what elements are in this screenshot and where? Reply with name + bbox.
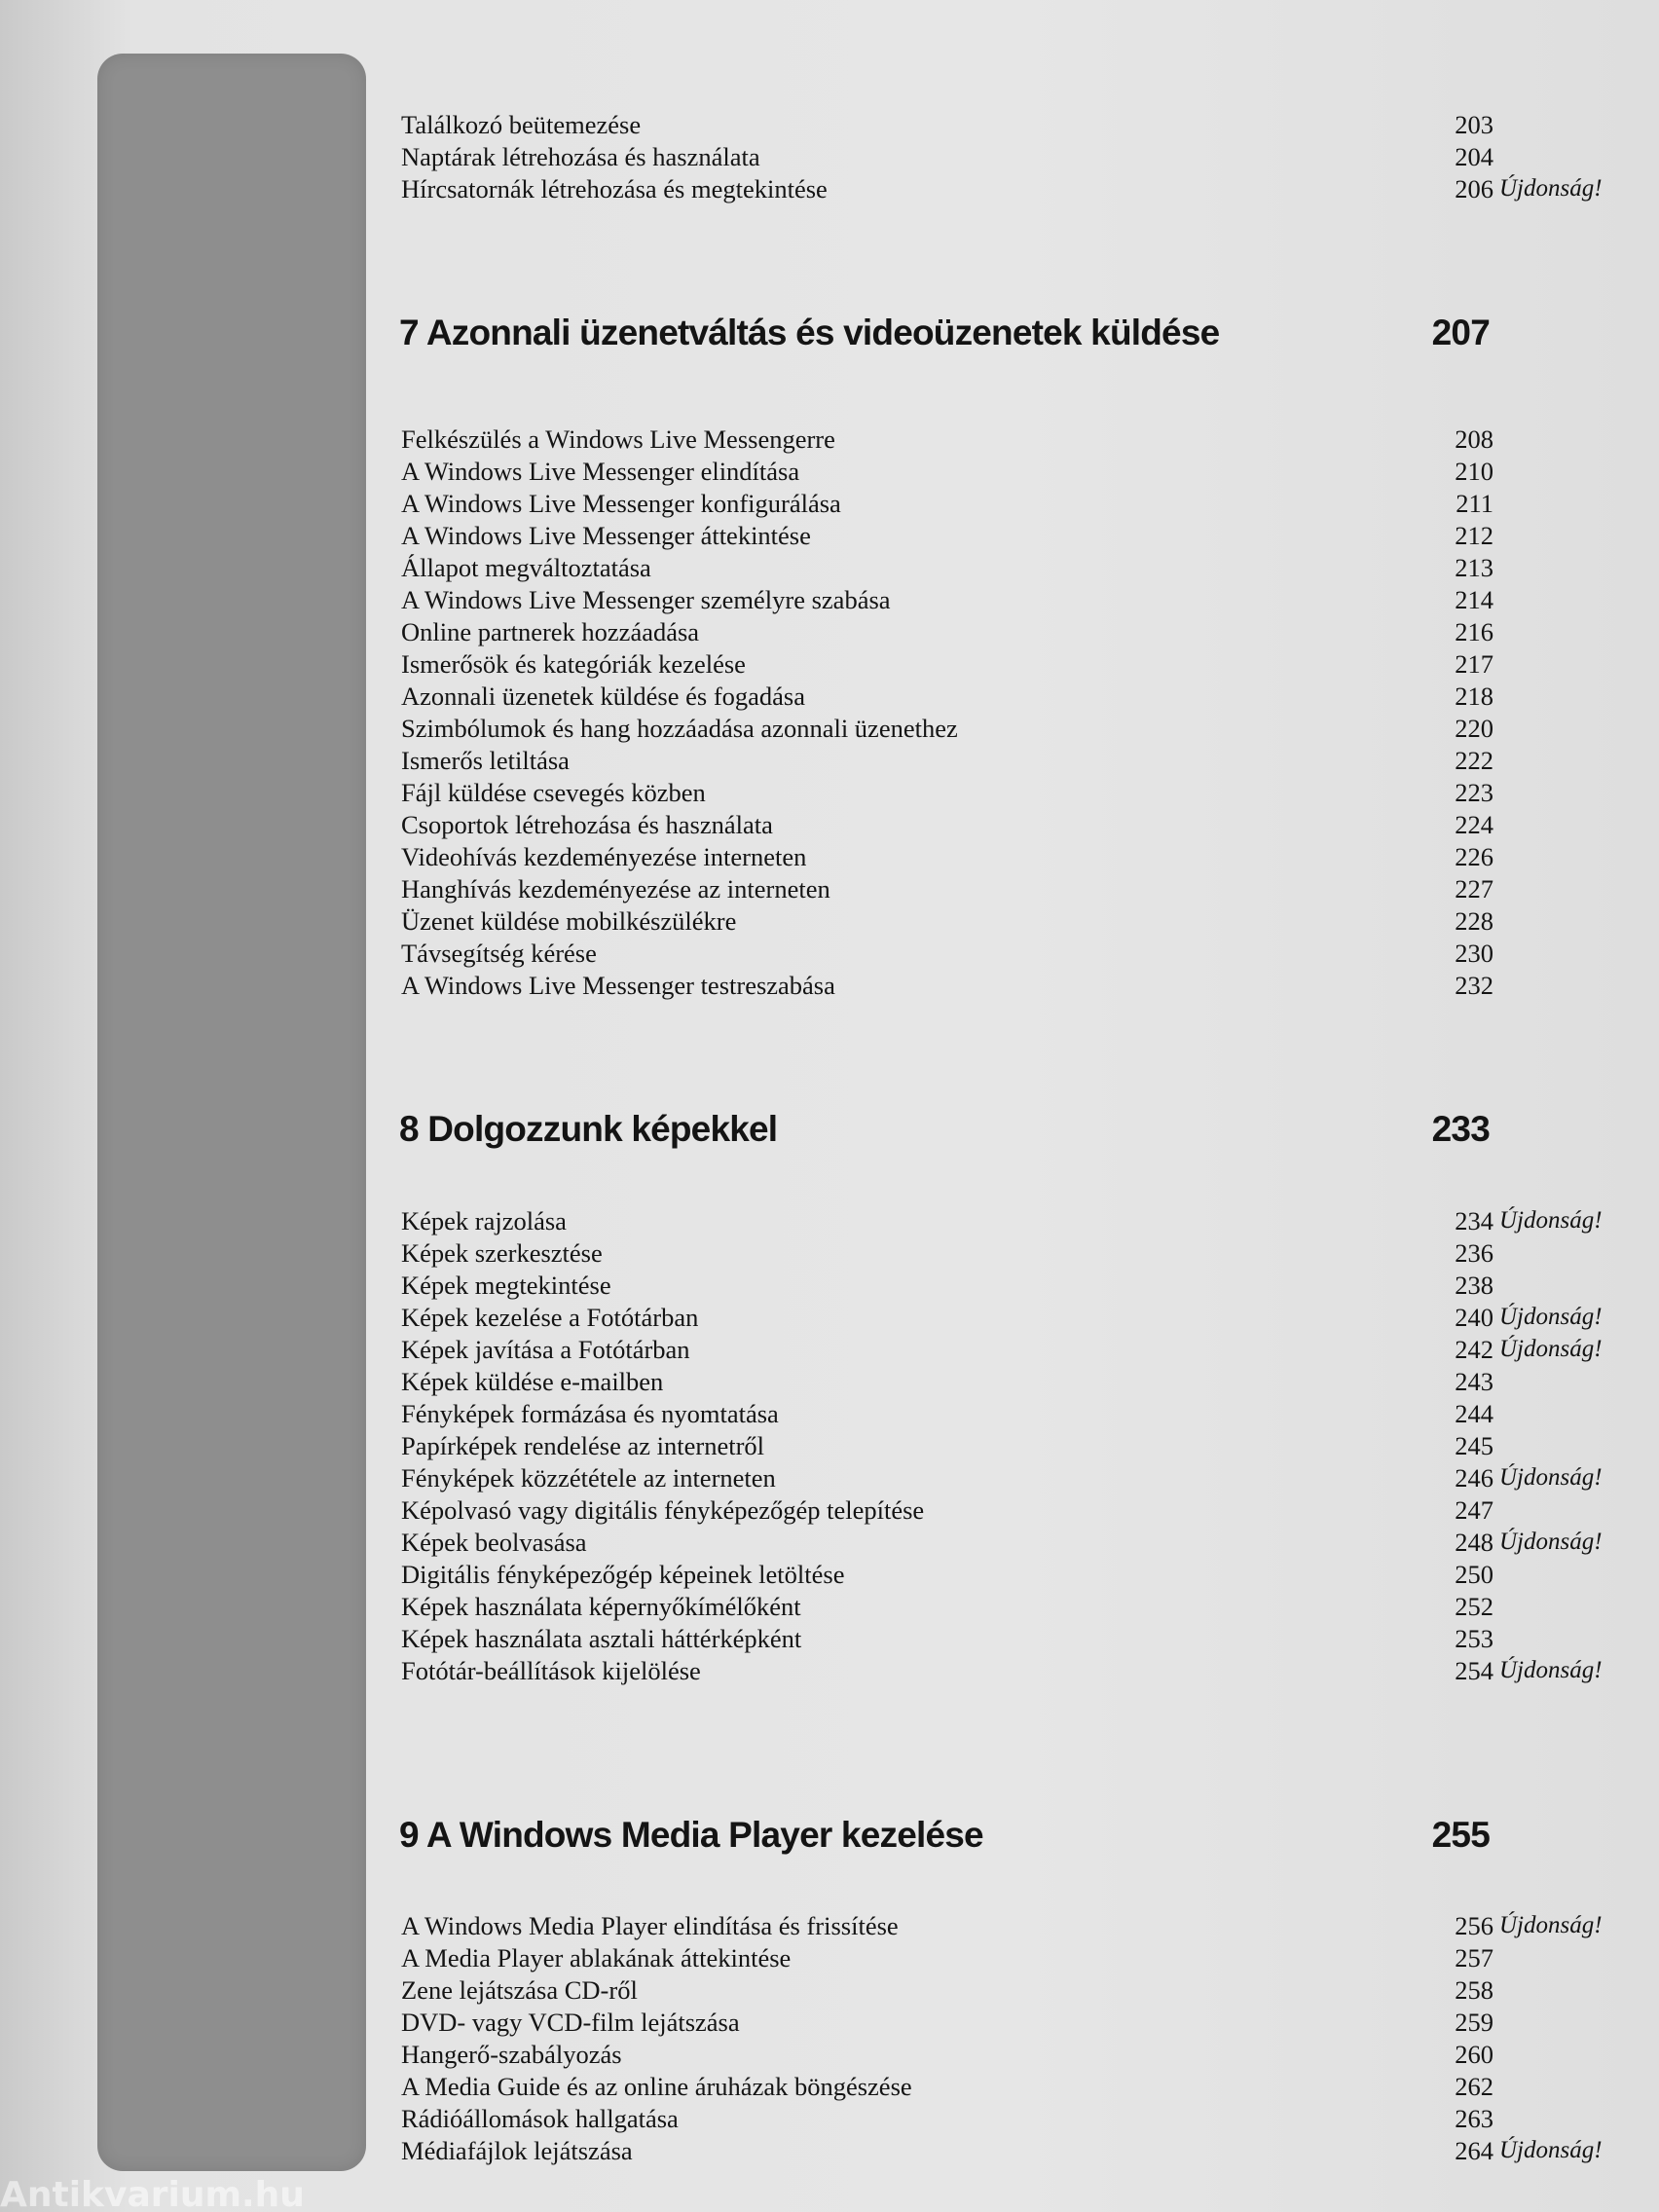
- entry-page-number: 245: [1455, 1431, 1493, 1460]
- entry-title: Képek szerkesztése: [401, 1238, 603, 1268]
- entry-title: Fényképek formázása és nyomtatása: [401, 1399, 779, 1428]
- chapter-title: 8 Dolgozzunk képekkel: [399, 1109, 778, 1149]
- entry-title: Ismerős letiltása: [401, 746, 570, 775]
- entry-page-number: 214: [1455, 585, 1493, 614]
- entry-title: Állapot megváltoztatása: [401, 553, 651, 582]
- entry-title: Videohívás kezdeményezése interneten: [401, 842, 807, 871]
- entry-title: Üzenet küldése mobilkészülékre: [401, 906, 737, 936]
- entry-page-number: 248: [1455, 1528, 1493, 1557]
- chapter-heading[interactable]: [399, 1811, 1490, 1860]
- new-feature-badge: Újdonság!: [1499, 1657, 1603, 1683]
- entry-page-number: 212: [1455, 521, 1493, 550]
- toc-entry[interactable]: [401, 109, 1608, 140]
- entry-title: Képolvasó vagy digitális fényképezőgép telepítése: [401, 1495, 925, 1525]
- entry-page-number: 217: [1455, 649, 1493, 679]
- entry-page-number: 236: [1455, 1238, 1493, 1268]
- toc-entry[interactable]: [401, 1559, 1608, 1590]
- entry-title: A Media Guide és az online áruházak böngészése: [401, 2072, 912, 2101]
- entry-page-number: 220: [1455, 714, 1493, 743]
- toc-entry[interactable]: [401, 141, 1608, 172]
- entry-title: Hanghívás kezdeményezése az interneten: [401, 874, 830, 903]
- entry-title: A Media Player ablakának áttekintése: [401, 1943, 792, 1972]
- toc-entry[interactable]: [401, 1237, 1608, 1269]
- entry-page-number: 234: [1455, 1206, 1493, 1235]
- entry-page-number: 244: [1455, 1399, 1493, 1428]
- toc-entry[interactable]: [401, 809, 1608, 840]
- entry-page-number: 243: [1455, 1367, 1493, 1396]
- entry-page-number: 256: [1455, 1911, 1493, 1940]
- entry-title: A Windows Live Messenger testreszabása: [401, 971, 835, 1000]
- chapter-title: 9 A Windows Media Player kezelése: [399, 1815, 983, 1855]
- toc-entry[interactable]: [401, 1205, 1608, 1236]
- entry-title: Csoportok létrehozása és használata: [401, 810, 773, 839]
- entry-title: Zene lejátszása CD-ről: [401, 1975, 638, 2005]
- entry-page-number: 252: [1455, 1592, 1493, 1621]
- entry-page-number: 203: [1455, 110, 1493, 139]
- toc-entry[interactable]: [401, 1334, 1608, 1365]
- toc-entry[interactable]: [401, 1462, 1608, 1493]
- toc-entry[interactable]: [401, 1942, 1608, 1973]
- entry-title: Naptárak létrehozása és használata: [401, 142, 760, 171]
- entry-title: Képek kezelése a Fotótárban: [401, 1303, 699, 1332]
- chapter-heading[interactable]: [399, 1105, 1490, 1154]
- toc-entry[interactable]: [401, 488, 1608, 519]
- toc-entry[interactable]: [401, 873, 1608, 904]
- entry-title: A Windows Live Messenger személyre szabása: [401, 585, 891, 614]
- entry-title: Felkészülés a Windows Live Messengerre: [401, 424, 835, 454]
- toc-entry[interactable]: [401, 1591, 1608, 1622]
- new-feature-badge: Újdonság!: [1499, 175, 1603, 202]
- entry-page-number: 238: [1455, 1271, 1493, 1300]
- entry-page-number: 222: [1455, 746, 1493, 775]
- entry-page-number: 204: [1455, 142, 1493, 171]
- entry-page-number: 240: [1455, 1303, 1493, 1332]
- chapter-page-number: 255: [1431, 1815, 1490, 1855]
- toc-entry[interactable]: [401, 2039, 1608, 2070]
- entry-title: DVD- vagy VCD-film lejátszása: [401, 2008, 740, 2037]
- toc-entry[interactable]: [401, 1910, 1608, 1941]
- entry-title: Fényképek közzététele az interneten: [401, 1463, 776, 1493]
- toc-entry[interactable]: [401, 1398, 1608, 1429]
- entry-page-number: 224: [1455, 810, 1493, 839]
- entry-page-number: 208: [1455, 424, 1493, 454]
- entry-title: Fájl küldése csevegés közben: [401, 778, 706, 807]
- entry-title: Képek használata asztali háttérképként: [401, 1624, 802, 1653]
- entry-page-number: 254: [1455, 1656, 1493, 1685]
- new-feature-badge: Újdonság!: [1499, 1336, 1603, 1362]
- toc-entry[interactable]: [401, 681, 1608, 712]
- entry-page-number: 258: [1455, 1975, 1493, 2005]
- entry-page-number: 227: [1455, 874, 1493, 903]
- entry-title: Képek megtekintése: [401, 1271, 611, 1300]
- toc-entry[interactable]: [401, 616, 1608, 647]
- entry-title: Hangerő-szabályozás: [401, 2040, 622, 2069]
- new-feature-badge: Újdonság!: [1499, 1529, 1603, 1555]
- toc-entry[interactable]: [401, 520, 1608, 551]
- toc-entry[interactable]: [401, 456, 1608, 487]
- entry-page-number: 213: [1455, 553, 1493, 582]
- toc-entry[interactable]: [401, 173, 1608, 204]
- toc-entry[interactable]: [401, 2103, 1608, 2134]
- entry-page-number: 247: [1455, 1495, 1493, 1525]
- new-feature-badge: Újdonság!: [1499, 1912, 1603, 1938]
- toc-entry[interactable]: [401, 1527, 1608, 1558]
- new-feature-badge: Újdonság!: [1499, 1207, 1603, 1234]
- entry-page-number: 232: [1455, 971, 1493, 1000]
- toc-entry[interactable]: [401, 648, 1608, 680]
- entry-title: Találkozó beütemezése: [401, 110, 642, 139]
- entry-page-number: 253: [1455, 1624, 1493, 1653]
- entry-title: Online partnerek hozzáadása: [401, 617, 700, 646]
- entry-title: A Windows Live Messenger elindítása: [401, 457, 800, 486]
- toc-entry[interactable]: [401, 1430, 1608, 1461]
- entry-page-number: 259: [1455, 2008, 1493, 2037]
- toc-entry[interactable]: [401, 2071, 1608, 2102]
- entry-page-number: 263: [1455, 2104, 1493, 2133]
- entry-page-number: 260: [1455, 2040, 1493, 2069]
- chapter-title: 7 Azonnali üzenetváltás és videoüzenetek küldése: [399, 313, 1220, 352]
- entry-title: Médiafájlok lejátszása: [401, 2136, 633, 2165]
- toc-entry[interactable]: [401, 1366, 1608, 1397]
- entry-title: A Windows Live Messenger áttekintése: [401, 521, 811, 550]
- entry-page-number: 264: [1455, 2136, 1493, 2165]
- watermark: Antikvarium.hu: [0, 2179, 305, 2212]
- entry-title: Ismerősök és kategóriák kezelése: [401, 649, 746, 679]
- entry-page-number: 228: [1455, 906, 1493, 936]
- entry-page-number: 257: [1455, 1943, 1493, 1972]
- entry-title: Képek beolvasása: [401, 1528, 587, 1557]
- toc-entry[interactable]: [401, 1302, 1608, 1333]
- entry-page-number: 223: [1455, 778, 1493, 807]
- entry-title: Papírképek rendelése az internetről: [401, 1431, 765, 1460]
- toc-entry[interactable]: [401, 2007, 1608, 2038]
- toc-entry[interactable]: [401, 905, 1608, 937]
- entry-title: Digitális fényképezőgép képeinek letöltése: [401, 1560, 845, 1589]
- chapter-heading[interactable]: [399, 309, 1490, 357]
- entry-page-number: 218: [1455, 682, 1493, 711]
- entry-title: Távsegítség kérése: [401, 939, 597, 968]
- toc-entry[interactable]: [401, 584, 1608, 615]
- chapter-page-number: 233: [1431, 1109, 1490, 1149]
- toc-entry[interactable]: [401, 1270, 1608, 1301]
- toc-entry[interactable]: [401, 777, 1608, 808]
- entry-title: Képek javítása a Fotótárban: [401, 1335, 690, 1364]
- entry-page-number: 242: [1455, 1335, 1493, 1364]
- entry-page-number: 230: [1455, 939, 1493, 968]
- new-feature-badge: Újdonság!: [1499, 2137, 1603, 2163]
- entry-title: A Windows Live Messenger konfigurálása: [401, 489, 841, 518]
- entry-title: Képek küldése e-mailben: [401, 1367, 664, 1396]
- entry-page-number: 206: [1455, 174, 1493, 203]
- toc-entry[interactable]: [401, 1655, 1608, 1686]
- entry-title: A Windows Media Player elindítása és frissítése: [401, 1911, 899, 1940]
- entry-title: Képek használata képernyőkímélőként: [401, 1592, 801, 1621]
- entry-page-number: 216: [1455, 617, 1493, 646]
- toc-entry[interactable]: [401, 1623, 1608, 1654]
- toc-entry[interactable]: [401, 552, 1608, 583]
- toc-entry[interactable]: [401, 2135, 1608, 2166]
- chapter-page-number: 207: [1431, 313, 1490, 352]
- entry-title: Fotótár-beállítások kijelölése: [401, 1656, 701, 1685]
- entry-title: Azonnali üzenetek küldése és fogadása: [401, 682, 805, 711]
- entry-page-number: 211: [1456, 489, 1493, 518]
- entry-page-number: 262: [1455, 2072, 1493, 2101]
- entry-page-number: 226: [1455, 842, 1493, 871]
- entry-page-number: 246: [1455, 1463, 1493, 1493]
- toc-entry[interactable]: [401, 424, 1608, 455]
- toc-entry[interactable]: [401, 970, 1608, 1001]
- toc-entry[interactable]: [401, 1494, 1608, 1526]
- toc-entry[interactable]: [401, 1974, 1608, 2006]
- new-feature-badge: Újdonság!: [1499, 1304, 1603, 1330]
- entry-title: Rádióállomások hallgatása: [401, 2104, 679, 2133]
- entry-title: Szimbólumok és hang hozzáadása azonnali üzenethez: [401, 714, 958, 743]
- entry-page-number: 250: [1455, 1560, 1493, 1589]
- toc-entry[interactable]: [401, 745, 1608, 776]
- entry-page-number: 210: [1455, 457, 1493, 486]
- toc-entry[interactable]: [401, 713, 1608, 744]
- entry-title: Képek rajzolása: [401, 1206, 567, 1235]
- entry-title: Hírcsatornák létrehozása és megtekintése: [401, 174, 828, 203]
- new-feature-badge: Újdonság!: [1499, 1464, 1603, 1491]
- toc-entry[interactable]: [401, 938, 1608, 969]
- toc-entry[interactable]: [401, 841, 1608, 872]
